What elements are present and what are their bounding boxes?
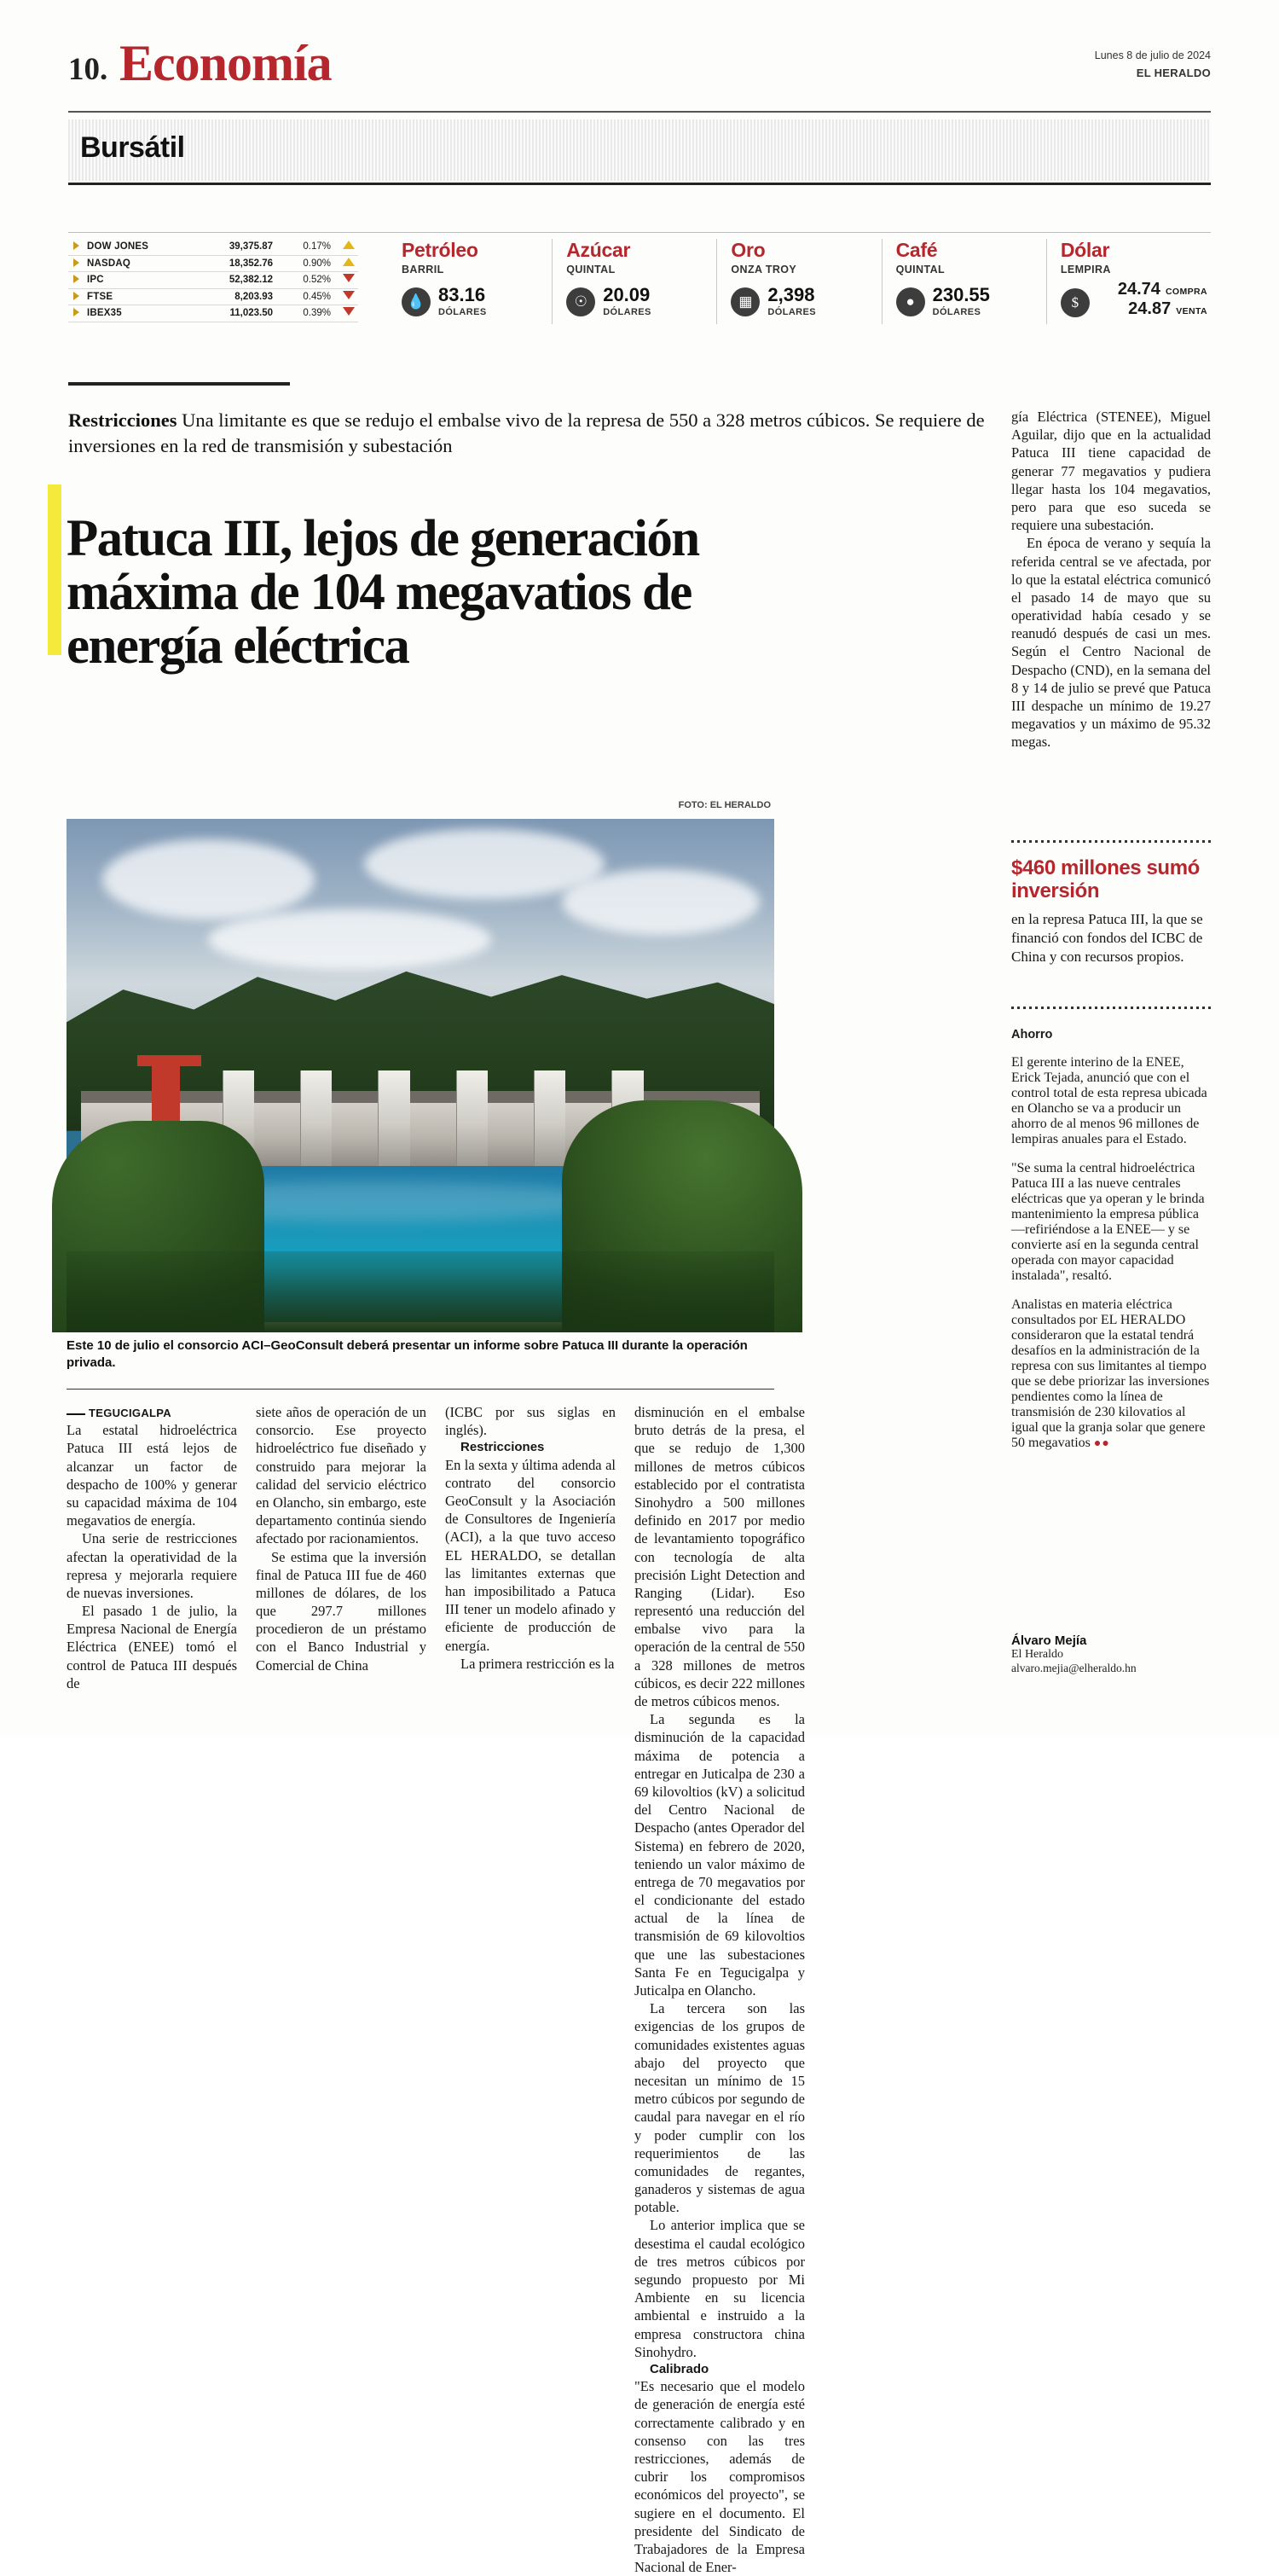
index-name: FTSE <box>87 291 113 302</box>
commodity-name: Café <box>895 239 938 261</box>
subheading-ahorro: Ahorro <box>1011 1028 1053 1041</box>
section-title: Economía <box>119 35 332 91</box>
commodity-value: 20.09 <box>603 284 651 305</box>
triangle-up-icon <box>343 258 355 266</box>
paragraph-text: Analistas en materia eléctrica consultados por EL HERALDO consideraron que la estatal tendrá desafíos en la administración de la represa con sus limitantes al tiempo que se debe priorizar las inversiones pendientes como la línea de transmisión de 230 kilovatios al igual que la granja solar que genere 50 megavatios <box>1011 1297 1210 1450</box>
bursatil-title: Bursátil <box>80 131 185 164</box>
commodity-currency: DÓLARES <box>603 307 651 317</box>
index-value: 52,382.12 <box>229 275 273 285</box>
triangle-down-icon <box>343 291 355 299</box>
commodity-name: Dólar <box>1060 239 1110 261</box>
commodity-name: Petróleo <box>402 239 478 261</box>
paragraph: La primera restricción es la <box>460 1655 615 1672</box>
page-number: 10. <box>68 52 108 87</box>
caption-divider <box>67 1389 774 1390</box>
subheading-calibrado: Calibrado <box>650 2361 709 2376</box>
headline-highlight-bar <box>48 484 61 655</box>
commodity-value: 230.55 <box>932 284 990 305</box>
subheading-restricciones: Restricciones <box>460 1440 545 1455</box>
sidebar-ahorro <box>1011 1028 1211 1465</box>
kicker-text: Una limitante es que se redujo el embalse vivo de la represa de 550 a 328 metros cúbicos. Se requiere de inversiones en la red de transmisión y subestación <box>68 409 985 457</box>
photo-caption: Este 10 de julio el consorcio ACI–GeoConsult deberá presentar un informe sobre Patuca III durante la operación privada. <box>67 1338 748 1371</box>
body-column-4 <box>634 1403 805 2576</box>
photo-crane-arm <box>137 1055 201 1066</box>
chevron-right-icon <box>73 292 79 300</box>
kicker-label: Restricciones <box>68 409 177 431</box>
table-row <box>68 289 358 306</box>
article-top-rule <box>68 382 290 386</box>
body-column-2 <box>256 1403 426 1674</box>
photo-dam-pillar <box>534 1070 566 1166</box>
indices-table <box>68 239 358 322</box>
byline-email[interactable]: alvaro.mejia@elheraldo.hn <box>1011 1662 1137 1674</box>
dolar-buy-value: 24.74 <box>1117 280 1160 299</box>
commodity-dolar <box>1046 239 1211 324</box>
paragraph: El gerente interino de la ENEE, Erick Tejada, anunció que con el control total de esta represa ubicada en Olancho se va a producir un ahorro de al menos 96 millones de lempiras anuales para el Estado. <box>1011 1055 1207 1146</box>
pullquote-top-divider <box>1011 840 1211 843</box>
pullquote-bottom-divider <box>1011 1007 1211 1009</box>
byline <box>1011 1633 1211 1675</box>
commodity-petroleo <box>388 239 552 324</box>
cloud-shape <box>562 869 760 935</box>
paragraph: Se estima que la inversión final de Patuca III fue de 460 millones de dólares, de los que 297.7 millones procedieron de un préstamo con el Banco Industrial y Comercial de China <box>256 1548 426 1674</box>
bursatil-band <box>68 119 1211 181</box>
byline-organization: El Heraldo <box>1011 1648 1064 1661</box>
triangle-down-icon <box>343 274 355 282</box>
chevron-right-icon <box>73 275 79 283</box>
commodity-value: 83.16 <box>438 284 486 305</box>
end-mark-icon: ●● <box>1093 1437 1110 1450</box>
paragraph: (ICBC por sus siglas en inglés). <box>445 1404 616 1439</box>
index-value: 18,352.76 <box>229 258 273 269</box>
publication-brand: EL HERALDO <box>1136 67 1211 79</box>
commodity-currency: DÓLARES <box>932 307 981 317</box>
paragraph: La tercera son las exigencias de los grupos de comunidades existentes aguas abajo del proyecto que necesitan un mínimo de 15 metro cúbicos por segundo de caudal para navegar en el río y poder cumplir con los requerimientos de las comunidades de regantes, ganaderos y sistemas de agua potable. <box>634 2000 805 2216</box>
table-row <box>68 239 358 256</box>
masthead <box>68 35 1211 102</box>
issue-date: Lunes 8 de julio de 2024 <box>1094 49 1211 61</box>
table-row <box>68 256 358 273</box>
commodities-strip <box>388 239 1211 324</box>
paragraph: disminución en el embalse bruto detrás de la presa, el que se redujo de 1,300 millones de metros cúbicos establecido por el contratista Sinohydro a 500 millones definido en 2017 por medio de levantamiento topográfico con tecnología de alta precisión Light Detection and Ranging (Lidar). Eso representó una reducción del embalse vivo para la operación de la central de 550 a 328 millones de metros cúbicos, es decir 222 millones de metros cúbicos menos. <box>634 1404 805 1709</box>
commodity-name: Oro <box>731 239 766 261</box>
bursatil-divider <box>68 183 1211 185</box>
gold-bars-icon: ▦ <box>731 287 760 316</box>
pullquote-title: $460 millones sumó inversión <box>1011 856 1200 902</box>
index-percent: 0.90% <box>303 258 331 269</box>
commodity-unit: ONZA TROY <box>731 264 797 276</box>
page-title: Patuca III, lejos de generación máxima de 104 megavatios de energía eléctrica <box>67 509 699 675</box>
commodity-oro <box>716 239 881 324</box>
index-percent: 0.45% <box>303 291 331 302</box>
dateline <box>67 1407 171 1419</box>
date-line <box>1095 49 1211 79</box>
cloud-shape <box>208 909 491 970</box>
index-percent: 0.52% <box>303 275 331 285</box>
commodity-unit: BARRIL <box>402 264 444 276</box>
triangle-up-icon <box>343 241 355 249</box>
commodity-cafe <box>882 239 1046 324</box>
paragraph: La estatal hidroeléctrica Patuca III está lejos de alcanzar un factor de despacho de 100% y generar su capacidad máxima de 104 megavatios de energía. <box>67 1422 237 1529</box>
paragraph: La segunda es la disminución de la capacidad máxima de potencia a entregar en Juticalpa de 230 a 69 kilovoltios (kV) a solicitud del Centro Nacional de Despacho (antes Operador del Sistema) en febrero de 2020, teniendo un valor máximo de entrega de 70 megavatios por el condicionante del estado actual de la línea de transmisión de 69 kilovoltios que une las subestaciones Santa Fe en Tegucigalpa y Juticalpa en Olancho. <box>634 1711 805 1999</box>
paragraph: El pasado 1 de julio, la Empresa Nacional de Energía Eléctrica (ENEE) tomó el control de Patuca III después de <box>67 1603 237 1691</box>
pullquote <box>1011 857 1211 966</box>
chevron-right-icon <box>73 258 79 267</box>
index-value: 8,203.93 <box>234 291 273 302</box>
index-name: IBEX35 <box>87 308 122 318</box>
paragraph <box>1011 1297 1211 1451</box>
index-percent: 0.39% <box>303 308 331 318</box>
paragraph: En la sexta y última adenda al contrato del consorcio GeoConsult y la Asociación de Consultores de Ingeniería (ACI), a la que tuvo acceso EL HERALDO, se detallan las limitantes externas que han imposibilitado a Patuca III tener un modelo afinado y eficiente de producción de energía. <box>445 1456 616 1654</box>
commodity-azucar <box>552 239 716 324</box>
commodity-name: Azúcar <box>566 239 631 261</box>
photo-dam-pillar <box>378 1070 410 1166</box>
money-bag-icon: $ <box>1061 288 1090 317</box>
article-photo <box>67 800 774 1322</box>
dateline-paragraph <box>67 1403 237 1421</box>
article-kicker <box>68 408 989 460</box>
commodity-unit: QUINTAL <box>566 264 616 276</box>
index-name: IPC <box>87 275 104 285</box>
paragraph: Lo anterior implica que se desestima el caudal ecológico de tres metros cúbicos por segundo propuesto por Mi Ambiente en su licencia ambiental e instruido a la empresa constructora china Sinohydro. <box>634 2217 805 2360</box>
cloud-shape <box>102 839 315 920</box>
header-divider <box>68 111 1211 113</box>
commodity-currency: DÓLARES <box>767 307 816 317</box>
photo-dam-pillar <box>456 1070 489 1166</box>
body-column-3 <box>445 1403 616 1673</box>
paragraph: "Es necesario que el modelo de generación de energía esté correctamente calibrado y en consenso con las tres restricciones, además de cubrir los compromisos económicos del proyecto", se sugiere en el documento. El presidente del Sindicato de Trabajadores de la Empresa Nacional de Ener- <box>634 2378 805 2576</box>
dateline-city: TEGUCIGALPA <box>89 1407 171 1419</box>
bursatil-bottom-divider <box>68 232 1211 233</box>
chevron-right-icon <box>73 241 79 250</box>
paragraph: "Se suma la central hidroeléctrica Patuca III a las nueve centrales eléctricas que ya operan y le brinda mantenimiento la empresa pública —refiriéndose a la ENEE— y se convierte así en la segunda central operada con mayor capacidad instalada", resaltó. <box>1011 1161 1205 1283</box>
paragraph: Una serie de restricciones afectan la operatividad de la represa y mejorarla requiere de nuevas inversiones. <box>67 1530 237 1601</box>
coffee-beans-icon: ● <box>896 287 925 316</box>
byline-author: Álvaro Mejía <box>1011 1633 1087 1648</box>
photo-crane <box>152 1060 180 1121</box>
dolar-sell-value: 24.87 <box>1128 299 1172 318</box>
paragraph: siete años de operación de un consorcio. Ese proyecto hidroeléctrico fue diseñado y construido para mejorar la calidad del servicio eléctrico en Olancho, sin embargo, este departamento continúa siendo afectado por racionamientos. <box>256 1404 426 1547</box>
dolar-sell-label: VENTA <box>1176 306 1208 316</box>
body-column-1 <box>67 1403 237 1692</box>
photo-credit: FOTO: EL HERALDO <box>678 800 771 810</box>
index-name: DOW JONES <box>87 241 149 252</box>
index-percent: 0.17% <box>303 241 331 252</box>
pullquote-body: en la represa Patuca III, la que se financió con fondos del ICBC de China y con recursos propios. <box>1011 910 1203 965</box>
dolar-rates <box>1118 280 1207 319</box>
index-value: 11,023.50 <box>229 308 273 318</box>
index-name: NASDAQ <box>87 258 131 269</box>
dolar-buy-label: COMPRA <box>1165 287 1208 297</box>
commodity-unit: LEMPIRA <box>1060 264 1111 276</box>
photo-foreground-bank <box>67 1251 774 1332</box>
triangle-down-icon <box>343 307 355 316</box>
body-column-5 <box>1011 408 1211 751</box>
chevron-right-icon <box>73 308 79 316</box>
table-row <box>68 305 358 322</box>
sugar-bowl-icon: ☉ <box>566 287 595 316</box>
commodity-currency: DÓLARES <box>438 307 487 317</box>
table-row <box>68 272 358 289</box>
paragraph: gía Eléctrica (STENEE), Miguel Aguilar, dijo que en la actualidad Patuca III tiene capacidad de generar 77 megavatios y pudiera llegar hasta los 104 megavatios, pero para que eso suceda se requiere una subestación. <box>1011 409 1211 534</box>
index-value: 39,375.87 <box>229 241 273 252</box>
commodity-unit: QUINTAL <box>895 264 946 276</box>
photo-dam-pillar <box>300 1070 333 1166</box>
commodity-value: 2,398 <box>767 284 815 305</box>
oil-drop-icon: 💧 <box>402 287 431 316</box>
paragraph: En época de verano y sequía la referida central se ve afectada, por lo que la estatal eléctrica comunicó el pasado 14 de mayo que su operatividad había cesado y se reanudó después de casi un mes. Según el Centro Nacional de Despacho (CND), en la semana del 8 y 14 de julio se prevé que Patuca III despache un mínimo de 19.27 megavatios y un máximo de 95.32 megas. <box>1011 535 1211 751</box>
